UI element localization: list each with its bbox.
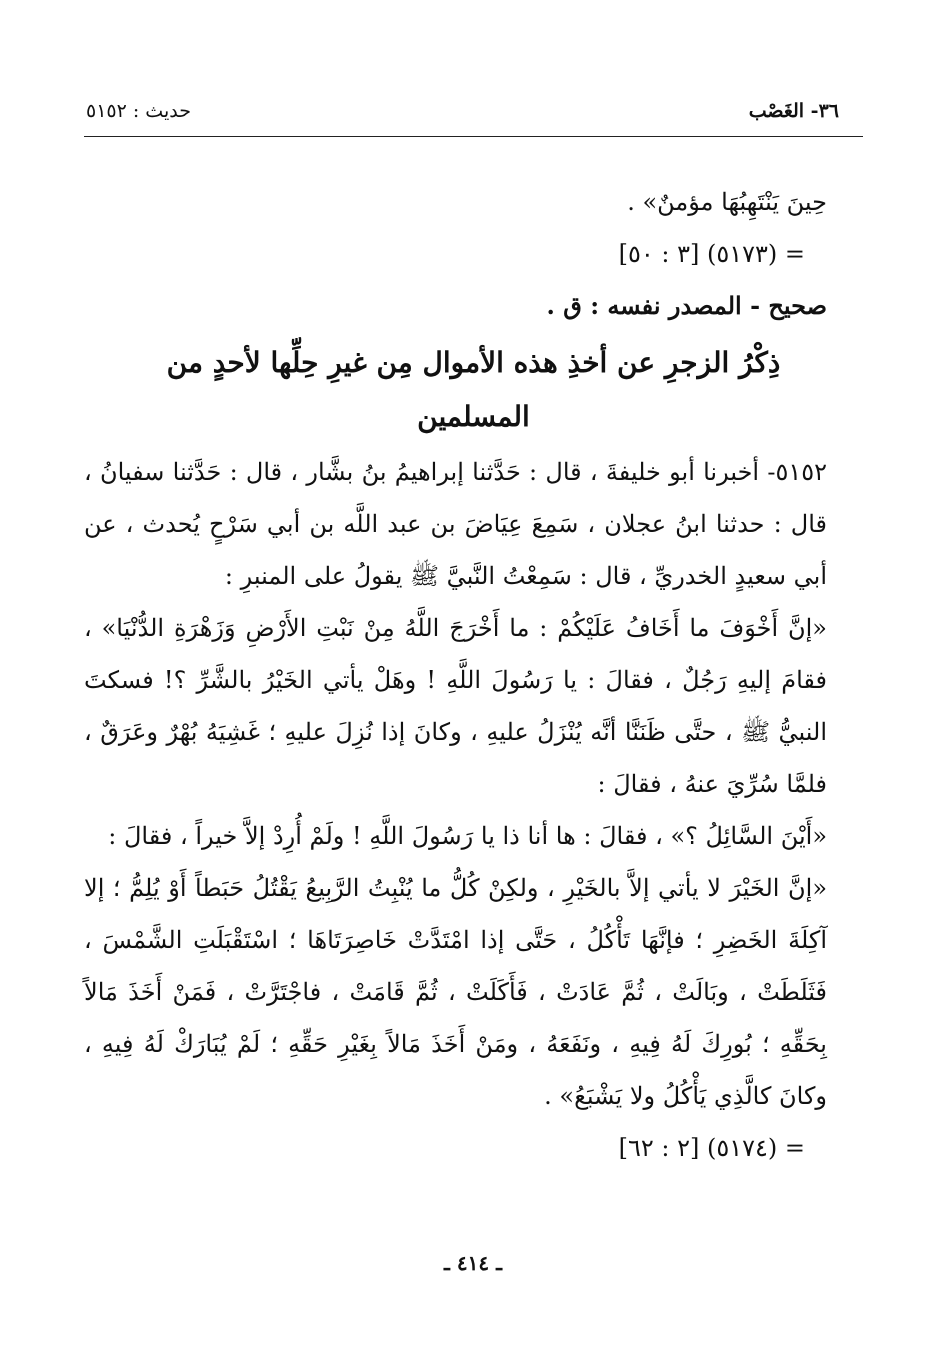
hadith-isnad: ٥١٥٢- أخبرنا أبو خليفةَ ، قال : حَدَّثنا إبراهيمُ بنُ بشَّار ، قال : حَدَّثنا سفيانُ ، قال : حدثنا ابنُ عجلان ، سَمِعَ عِيَاضَ بن عبد اللَّه بن أبي سَرْحٍ يُحدث ، عن أبي سعيدٍ الخدريِّ ، قال : سَمِعْتُ النَّبيَّ ﷺ يقولُ على المنبرِ : bbox=[84, 458, 827, 590]
section-heading: ذِكْرُ الزجرِ عن أخذِ هذه الأموال مِن غيرِ حِلِّها لأحدٍ من المسلمين bbox=[166, 346, 781, 433]
prev-hadith-end: حِينَ يَنْتَهِبُهَا مؤمنٌ» . bbox=[627, 188, 827, 216]
header-rule bbox=[84, 136, 863, 137]
page-number: ـ ٤١٤ ـ bbox=[444, 1251, 502, 1275]
running-head-hadith-ref: حديث : ٥١٥٢ bbox=[86, 100, 191, 122]
prev-hadith-grade: صحيح - المصدر نفسه : ق . bbox=[546, 291, 827, 320]
running-head-chapter: ٣٦- الغَصْب bbox=[748, 100, 839, 122]
page-body bbox=[84, 176, 863, 1174]
prev-hadith-reference: = (٥١٧٣) [٣ : ٥٠] bbox=[618, 240, 805, 268]
hadith-reference: = (٥١٧٤) [٢ : ٦٢] bbox=[618, 1134, 805, 1162]
hadith-paragraph-2: «أَيْنَ السَّائِلُ ؟» ، فقالَ : ها أنا ذا يا رَسُولَ اللَّهِ ! ولَمْ أُرِدْ إلاَّ خيراً ، فقالَ : bbox=[108, 822, 827, 850]
hadith-paragraph-1: «إنَّ أَخْوَفَ ما أَخَافُ عَلَيْكُمْ : ما أَخْرَجَ اللَّهُ مِنْ نَبْتِ الأَرْضِ وَزَهْرَةِ الدُّنْيَا» ، فقامَ إليهِ رَجُلٌ ، فقالَ : يا رَسُولَ اللَّهِ ! وهَلْ يأتي الخَيْرُ بالشَّرِّ ؟! فسكتَ النبيُّ ﷺ ، حتَّى ظَنَنَّا أنَّه يُنْزَلُ عليهِ ، وكانَ إذا نُزِلَ عليهِ ؛ غَشِيَهُ بُهْرٌ وعَرَقٌ ، فلمَّا سُرِّيَ عنهُ ، فقالَ : bbox=[84, 614, 827, 798]
hadith-paragraph-3: «إنَّ الخَيْرَ لا يأتي إلاَّ بالخَيْرِ ، ولكِنْ كُلُّ ما يُنْبِتُ الرَّبِيعُ يَقْتُلُ حَبَطاً أَوْ يُلِمُّ ؛ إلا آكِلَةَ الخَضِرِ ؛ فإنَّهَا تَأْكُلُ ، حَتَّى إذا امْتَدَّتْ خَاصِرَتَاهَا ؛ اسْتَقْبَلَتِ الشَّمْسَ ، فَثَلَطَتْ ، وبَالَتْ ، ثُمَّ عَادَتْ ، فَأَكَلَتْ ، ثُمَّ قَامَتْ ، فاجْتَرَّتْ ، فَمَنْ أَخَذَ مَالاً بِحَقِّهِ ؛ بُورِكَ لَهُ فِيهِ ، ونَفَعَهُ ، ومَنْ أَخَذَ مَالاً بِغَيْرِ حَقِّهِ ؛ لَمْ يُبَارَكْ لَهُ فِيهِ ، وكانَ كالَّذِي يَأْكُلُ ولا يَشْبَعُ» . bbox=[84, 874, 827, 1110]
